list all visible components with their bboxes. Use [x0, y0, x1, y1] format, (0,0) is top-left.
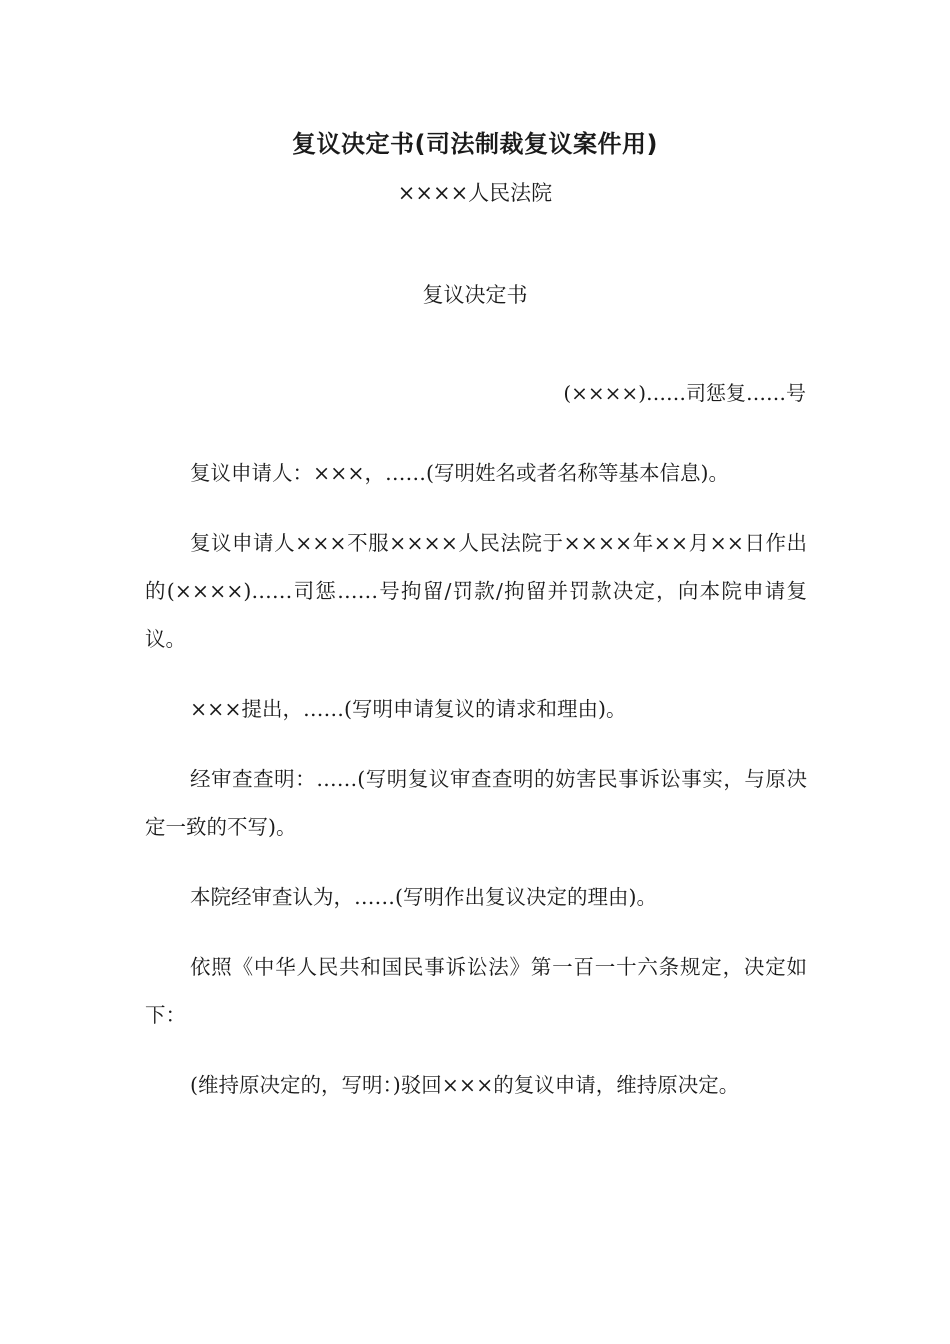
paragraph-decision: (维持原决定的，写明：)驳回×××的复议申请，维持原决定。 [190, 1073, 740, 1097]
paragraph-findings: 经审查查明：……(写明复议审查查明的妨害民事诉讼事实，与原决定一致的不写)。 [145, 767, 807, 839]
document-title: 复议决定书(司法制裁复议案件用) [292, 130, 658, 158]
paragraph-background: 复议申请人×××不服××××人民法院于××××年××月××日作出的(××××)……司惩……号拘留/罚款/拘留并罚款决定，向本院申请复议。 [145, 531, 807, 651]
court-name: ××××人民法院 [397, 181, 553, 205]
paragraph-claims: ×××提出，……(写明申请复议的请求和理由)。 [190, 697, 627, 721]
case-number: (××××)……司惩复……号 [563, 381, 806, 405]
paragraph-reasoning: 本院经审查认为，……(写明作出复议决定的理由)。 [190, 885, 657, 909]
paragraph-applicant: 复议申请人：×××，……(写明姓名或者名称等基本信息)。 [190, 461, 730, 485]
document-name: 复议决定书 [422, 283, 528, 307]
paragraph-legal-basis: 依照《中华人民共和国民事诉讼法》第一百一十六条规定，决定如下： [145, 955, 807, 1027]
document-body [145, 449, 807, 1131]
